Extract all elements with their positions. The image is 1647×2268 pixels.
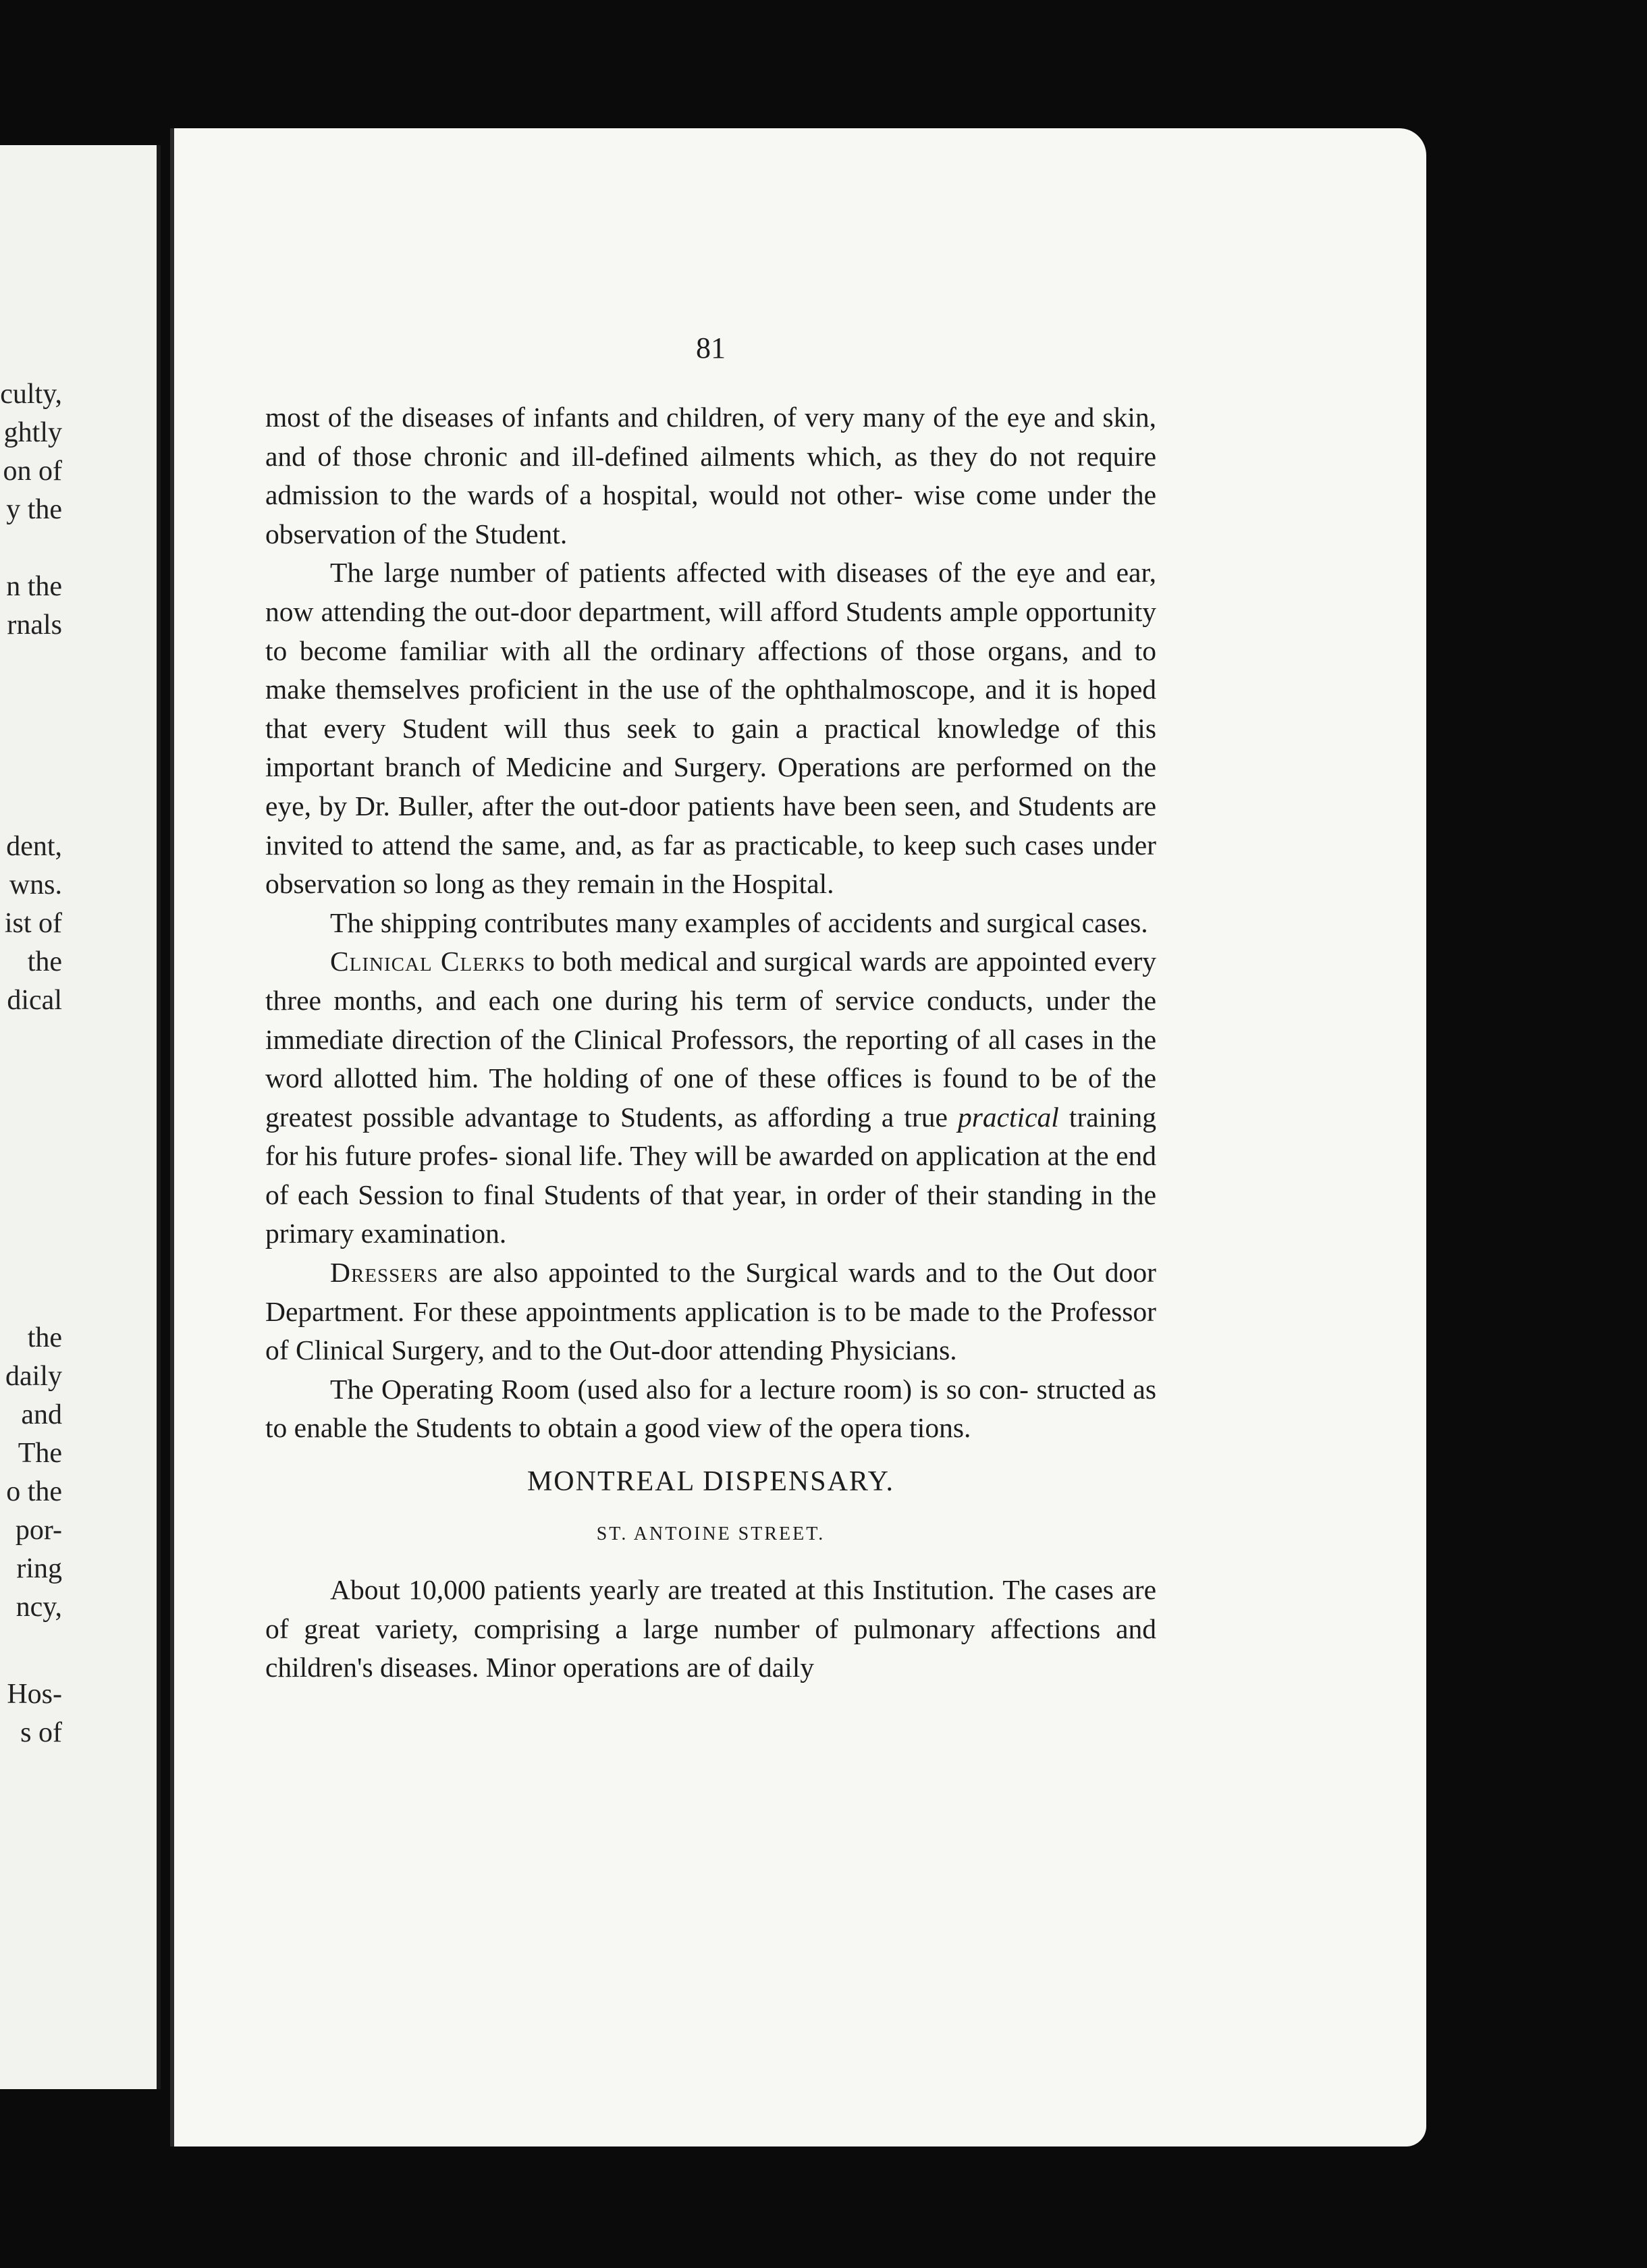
left-page-fragment: n the: [6, 571, 62, 602]
paragraph-5: [265, 1253, 1156, 1370]
dressers-lead: Dressers: [330, 1257, 439, 1289]
left-page-fragment: The: [18, 1438, 62, 1469]
paragraph-5-text: are also appointed to the Surgical wards and to the Out door Department. For these appointments application is to be made to the Professor of Clinical Surgery, and to the Out-door attending Physicians.: [265, 1257, 1156, 1366]
section-heading: MONTREAL DISPENSARY.: [526, 1466, 895, 1498]
left-page-fragment: o the: [6, 1476, 62, 1507]
paragraph-4-text-b: training for his future profes- sional life. They will be awarded on application at the end of each Session to final Students of that year, in order of their standing in the primary examination.: [265, 1101, 1156, 1249]
paragraph-4-text-a: to both medical and surgical wards are appointed every three months, and each one during his term of service conducts, under the immediate direction of the Clinical Professors, the reporting of all cases in the word allotted him. The holding of one of these offices is found to be of the greatest possible advantage to Students, as affording a true: [265, 946, 1156, 1133]
left-page-fragment: por-: [15, 1515, 62, 1546]
left-page-fragment: the: [27, 946, 62, 977]
left-page-fragment: and: [21, 1399, 62, 1430]
left-page-fragment: culty,: [0, 379, 62, 410]
left-page-fragment: y the: [6, 494, 62, 525]
left-page-fragment: rnals: [7, 610, 62, 641]
page: [170, 128, 1426, 2146]
left-page-fragment: ncy,: [16, 1592, 62, 1623]
page-number: 81: [696, 331, 726, 364]
left-page-fragment: wns.: [9, 869, 62, 900]
left-page-fragment: dent,: [6, 831, 62, 862]
paragraph-1: most of the diseases of infants and children, of very many of the eye and skin, and of those chronic and ill-defined ailments which, as they do not require admission to the wards of a hospital, would not other- wise come under the observation of the Student.: [265, 402, 1156, 549]
left-page-fragment: ring: [16, 1553, 62, 1584]
left-page-fragment: daily: [5, 1361, 62, 1392]
practical-emphasis: practical: [957, 1101, 1059, 1133]
left-page-fragment: ghtly: [3, 417, 62, 448]
paragraph-4: [265, 942, 1156, 1253]
paragraph-6: The Operating Room (used also for a lecture room) is so con- structed as to enable the Students to obtain a good view of the opera tions.: [265, 1373, 1156, 1444]
clinical-clerks-lead: Clinical Clerks: [330, 946, 526, 977]
paragraph-7: About 10,000 patients yearly are treated at this Institution. The cases are of great variety, comprising a large number of pulmonary affections and children's diseases. Minor operations are of daily: [265, 1574, 1156, 1683]
left-page: [0, 145, 161, 2089]
section-subheading: ST. ANTOINE STREET.: [596, 1523, 826, 1545]
left-page-fragment: the: [27, 1322, 62, 1353]
text-body: [265, 398, 1156, 1688]
left-page-fragment: on of: [3, 456, 62, 487]
left-page-fragment: s of: [20, 1717, 62, 1748]
left-page-fragment: ist of: [4, 908, 62, 939]
left-page-fragment: Hos-: [7, 1679, 62, 1710]
paragraph-2: The large number of patients affected with diseases of the eye and ear, now attending the out-door department, will afford Students ample opportunity to become familiar with all the ordinary affections of those organs, and to make themselves proficient in the use of the ophthalmoscope, and it is hoped that every Student will thus seek to gain a practical knowledge of this important branch of Medicine and Surgery. Operations are performed on the eye, by Dr. Buller, after the out-door patients have been seen, and Students are invited to attend the same, and, as far as practicable, to keep such cases under observation so long as they remain in the Hospital.: [265, 557, 1156, 900]
left-page-fragment: dical: [7, 985, 62, 1016]
paragraph-3: The shipping contributes many examples of accidents and surgical cases.: [330, 907, 1148, 938]
